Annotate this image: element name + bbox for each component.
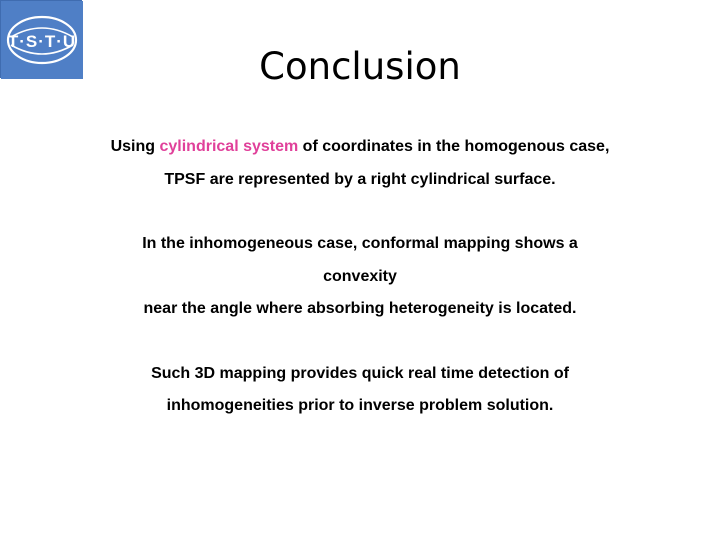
highlight-cylindrical-system: cylindrical system: [159, 138, 299, 155]
paragraph-3-line-2: inhomogeneities prior to inverse problem solution.: [166, 397, 554, 414]
paragraph-3-line-1: Such 3D mapping provides quick real time detection of: [151, 365, 569, 382]
slide-title: Conclusion: [259, 45, 461, 88]
paragraph-2-line-3: near the angle where absorbing heterogeneity is located.: [143, 300, 577, 317]
paragraph-2-line-1: In the inhomogeneous case, conformal mapping shows a: [142, 235, 578, 252]
p1-line1-before: Using: [110, 138, 160, 155]
paragraph-1-line-1: [0, 137, 720, 157]
svg-text:T·S·T·U: T·S·T·U: [7, 32, 77, 51]
paragraph-1-line-2: TPSF are represented by a right cylindrical surface.: [164, 171, 556, 188]
paragraph-2-line-2: convexity: [323, 268, 397, 285]
p1-line1-after: of coordinates in the homogenous case,: [298, 138, 610, 155]
